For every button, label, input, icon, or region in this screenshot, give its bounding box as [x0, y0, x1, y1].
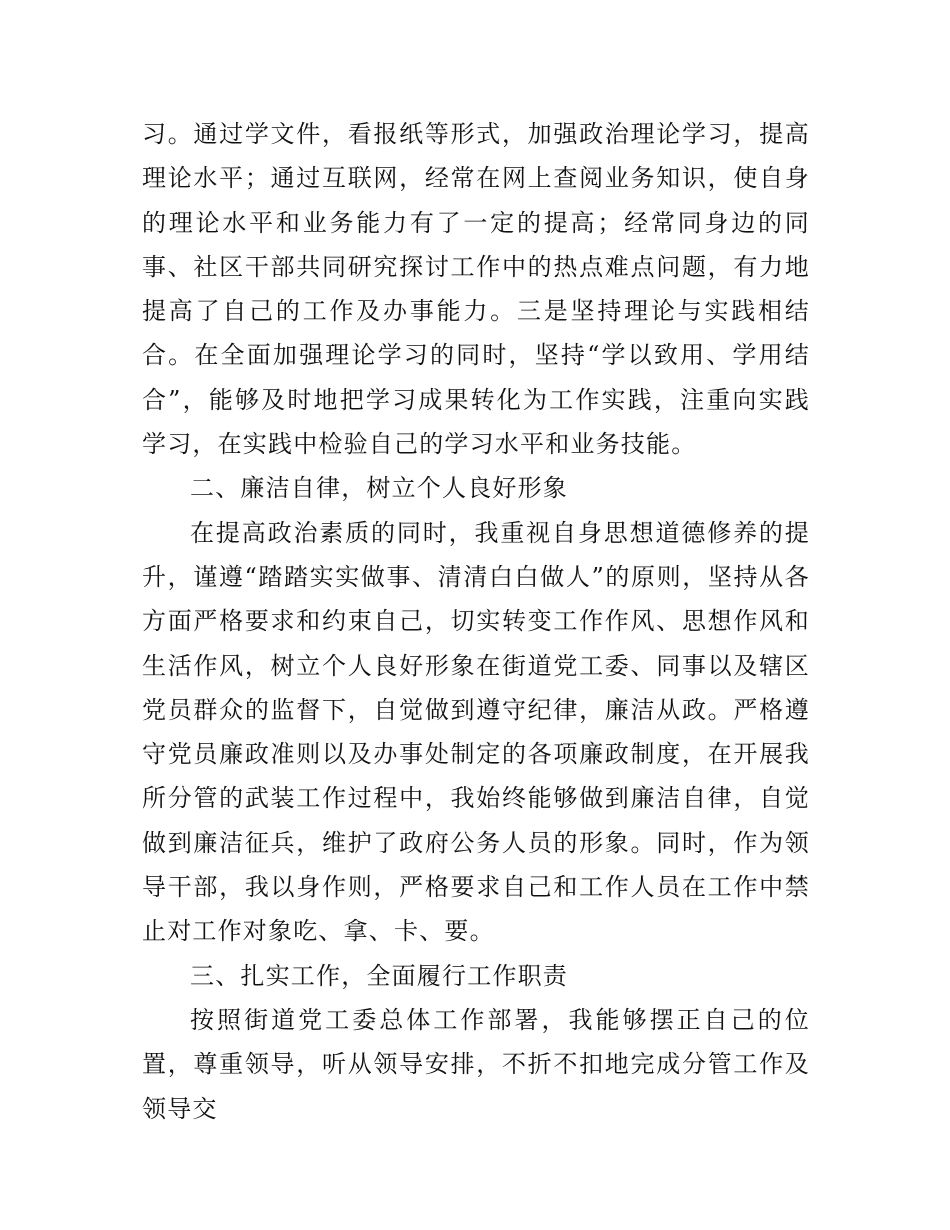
paragraph-duties: 按照街道党工委总体工作部署，我能够摆正自己的位置，尊重领导，听从领导安排，不折不扣地完成分管工作及领导交	[142, 1005, 810, 1123]
paragraph-integrity: 在提高政治素质的同时，我重视自身思想道德修养的提升，谨遵“踏踏实实做事、清清白白做人”的原则，坚持从各方面严格要求和约束自己，切实转变工作作风、思想作风和生活作风，树立个人良好形象在街道党工委、同事以及辖区党员群众的监督下，自觉做到遵守纪律，廉洁从政。严格遵守党员廉政准则以及办事处制定的各项廉政制度，在开展我所分管的武装工作过程中，我始终能够做到廉洁自律，自觉做到廉洁征兵，维护了政府公务人员的形象。同时，作为领导干部，我以身作则，严格要求自己和工作人员在工作中禁止对工作对象吃、拿、卡、要。	[142, 518, 810, 946]
document-body	[142, 112, 810, 1131]
section-heading-3: 三、扎实工作，全面履行工作职责	[190, 961, 568, 990]
section-heading-2: 二、廉洁自律，树立个人良好形象	[190, 474, 568, 503]
paragraph-continuation: 习。通过学文件，看报纸等形式，加强政治理论学习，提高理论水平；通过互联网，经常在网上查阅业务知识，使自身的理论水平和业务能力有了一定的提高；经常同身边的同事、社区干部共同研究探讨工作中的热点难点问题，有力地提高了自己的工作及办事能力。三是坚持理论与实践相结合。在全面加强理论学习的同时，坚持“学以致用、学用结合”，能够及时地把学习成果转化为工作实践，注重向实践学习，在实践中检验自己的学习水平和业务技能。	[142, 120, 810, 459]
